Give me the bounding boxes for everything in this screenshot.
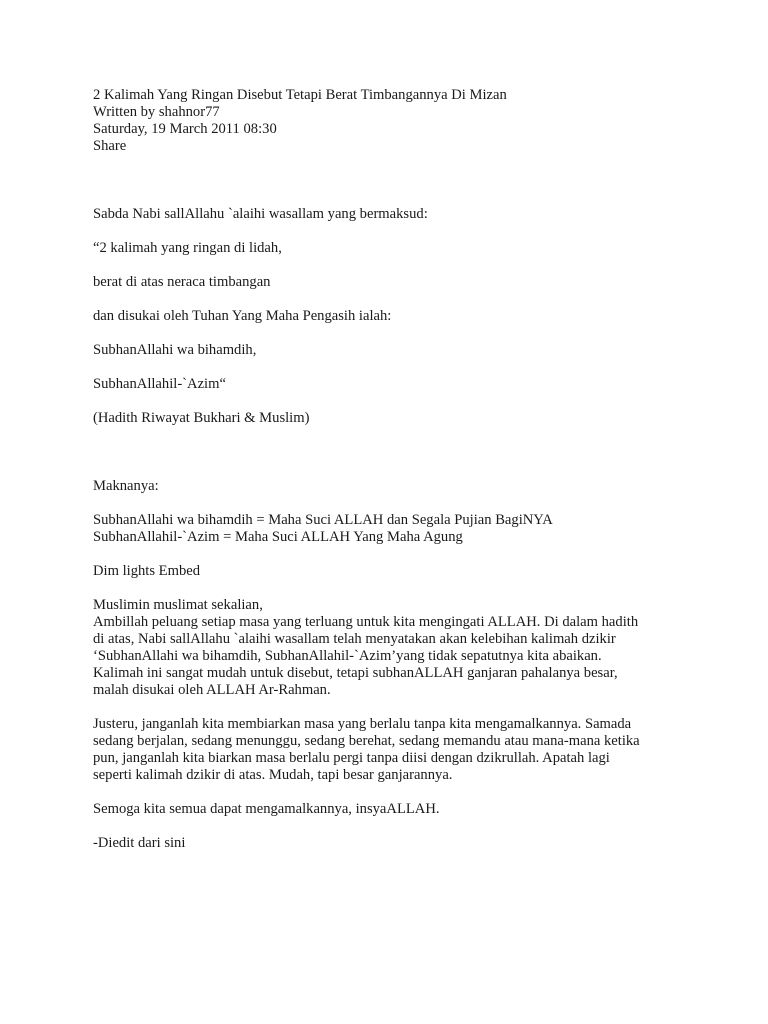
hadith-line: dan disukai oleh Tuhan Yang Maha Pengasih ialah:: [93, 308, 392, 324]
hadith-line: SubhanAllahi wa bihamdih,: [93, 342, 257, 358]
credit-link[interactable]: -Diedit dari sini: [93, 835, 186, 851]
article-author: Written by shahnor77: [93, 104, 220, 120]
hadith-intro: Sabda Nabi sallAllahu `alaihi wasallam yang bermaksud:: [93, 206, 428, 222]
share-link[interactable]: Share: [93, 138, 127, 154]
body-line: pun, janganlah kita biarkan masa berlalu pergi tanpa diisi dengan dzikrullah. Apatah lagi: [93, 750, 610, 766]
hadith-line: SubhanAllahil-`Azim“: [93, 376, 226, 392]
spacer: [93, 155, 693, 206]
body-line: sedang berjalan, sedang menunggu, sedang berehat, sedang memandu atau mana-mana ketika: [93, 733, 640, 749]
dim-lights-embed-link[interactable]: Dim lights Embed: [93, 563, 201, 579]
body-line: Justeru, janganlah kita membiarkan masa yang berlalu tanpa kita mengamalkannya. Samada: [93, 716, 632, 732]
meaning-heading: Maknanya:: [93, 478, 159, 494]
closing-line: Semoga kita semua dapat mengamalkannya, insyaALLAH.: [93, 801, 440, 817]
meaning-line: SubhanAllahil-`Azim = Maha Suci ALLAH Yang Maha Agung: [93, 529, 463, 545]
body-line: Muslimin muslimat sekalian,: [93, 597, 263, 613]
body-line: Kalimah ini sangat mudah untuk disebut, tetapi subhanALLAH ganjaran pahalanya besar,: [93, 665, 618, 681]
hadith-line: “2 kalimah yang ringan di lidah,: [93, 240, 282, 256]
article-title: 2 Kalimah Yang Ringan Disebut Tetapi Berat Timbangannya Di Mizan: [93, 87, 507, 103]
hadith-source: (Hadith Riwayat Bukhari & Muslim): [93, 410, 310, 426]
body-line: Ambillah peluang setiap masa yang terluang untuk kita mengingati ALLAH. Di dalam hadith: [93, 614, 639, 630]
hadith-line: berat di atas neraca timbangan: [93, 274, 271, 290]
body-line: seperti kalimah dzikir di atas. Mudah, tapi besar ganjarannya.: [93, 767, 453, 783]
body-line: ‘SubhanAllahi wa bihamdih, SubhanAllahil-`Azim’yang tidak sepatutnya kita abaikan.: [93, 648, 602, 664]
meaning-line: SubhanAllahi wa bihamdih = Maha Suci ALLAH dan Segala Pujian BagiNYA: [93, 512, 553, 528]
article-date: Saturday, 19 March 2011 08:30: [93, 121, 277, 137]
document-page: [93, 87, 693, 852]
body-line: di atas, Nabi sallAllahu `alaihi wasallam telah menyatakan akan kelebihan kalimah dzikir: [93, 631, 616, 647]
body-line: malah disukai oleh ALLAH Ar-Rahman.: [93, 682, 331, 698]
